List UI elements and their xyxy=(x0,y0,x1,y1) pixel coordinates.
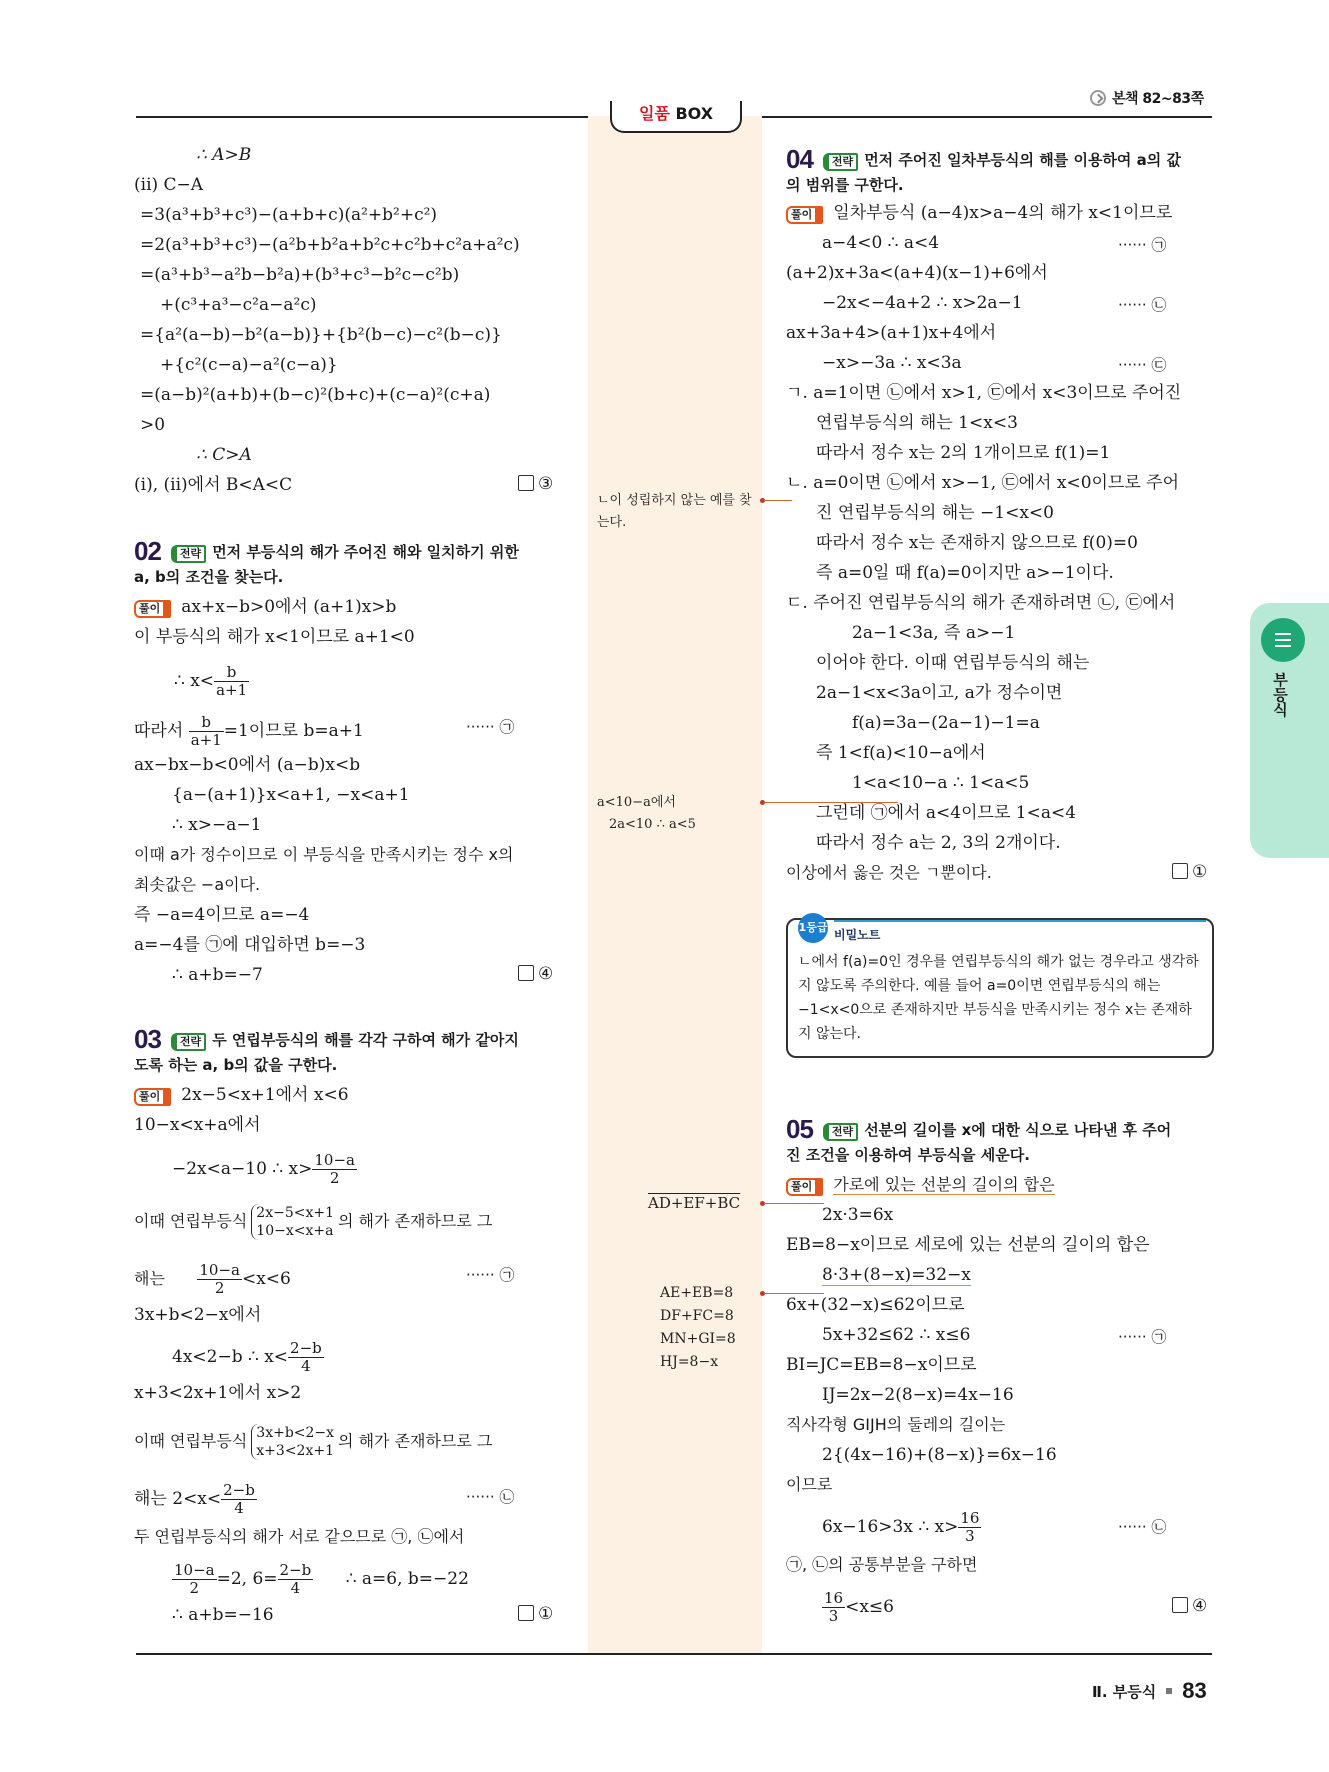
side-note-1: ㄴ이 성립하지 않는 예를 찾는다. xyxy=(597,493,752,530)
solution-badge: 풀이 xyxy=(134,1088,171,1106)
page-number: 83 xyxy=(1182,1678,1207,1703)
solution-badge: 풀이 xyxy=(134,600,171,618)
system-brace: 3x+b<2−x x+3<2x+1 xyxy=(251,1424,334,1460)
question-number: 05 xyxy=(786,1114,813,1144)
fraction: $\frac{b}{a+1}$ xyxy=(216,663,248,699)
answer-mark: ④ xyxy=(1172,1596,1207,1616)
answer-mark: ④ xyxy=(518,964,553,984)
secret-note-title: 비밀노트 xyxy=(834,928,881,942)
strategy-badge: 전략 xyxy=(171,1033,206,1051)
separator-icon xyxy=(1166,1688,1172,1694)
strategy-badge: 전략 xyxy=(823,1123,858,1141)
answer-mark: ① xyxy=(1172,862,1207,882)
answer-icon xyxy=(518,1605,534,1621)
chapter-label: Ⅱ. 부등식 xyxy=(1092,1682,1157,1701)
secret-note-text: ㄴ에서 f(a)=0인 경우를 연립부등식의 해가 없는 경우라고 생각하지 않도록 주의한다. 예를 들어 a=0이면 연립부등식의 해는 −1<x<0으로 존재하지만 부등식을 만족시키는 정수 x는 존재하지 않는다. xyxy=(798,954,1199,1042)
reference-text: 본책 82~83쪽 xyxy=(1112,91,1204,107)
answer-mark: ① xyxy=(518,1604,553,1624)
q04-header: 04 전략 먼저 주어진 일차부등식의 해를 이용하여 a의 값 xyxy=(786,144,1181,174)
strategy-badge: 전략 xyxy=(823,153,858,171)
ilpum-box-column xyxy=(588,116,762,1653)
strategy-badge: 전략 xyxy=(171,545,206,563)
question-number: 03 xyxy=(134,1024,161,1054)
q03-header: 03 전략 두 연립부등식의 해를 각각 구하여 해가 같아지 xyxy=(134,1024,519,1054)
ilpum-box-tab: 일품 BOX xyxy=(610,101,742,133)
bottom-rule xyxy=(136,1653,1212,1655)
side-note-2: a<10−a에서 2a<10 ∴ a<5 xyxy=(597,795,696,832)
answer-icon xyxy=(1172,863,1188,879)
chapter-icon xyxy=(1261,618,1305,662)
solution-badge: 풀이 xyxy=(786,1178,823,1196)
q02-header: 02 전략 먼저 부등식의 해가 주어진 해와 일치하기 위한 xyxy=(134,536,519,566)
q05-header: 05 전략 선분의 길이를 x에 대한 식으로 나타낸 후 주어 xyxy=(786,1114,1172,1144)
page-footer xyxy=(1092,1678,1207,1704)
system-brace: 2x−5<x+1 10−x<x+a xyxy=(251,1204,334,1240)
answer-icon xyxy=(518,475,534,491)
side-tab-label: 부등식 xyxy=(1271,672,1289,717)
side-note-3: AD+EF+BC xyxy=(648,1194,741,1212)
answer-icon xyxy=(518,965,534,981)
question-number: 02 xyxy=(134,536,161,566)
answer-mark: ③ xyxy=(518,474,553,494)
answer-icon xyxy=(1172,1597,1188,1613)
arrow-circle-icon xyxy=(1090,90,1106,106)
question-number: 04 xyxy=(786,144,813,174)
side-note-4: AE+EB=8 DF+FC=8 MN+GI=8 HJ=8−x xyxy=(660,1285,736,1370)
first-grade-badge: 1등급 xyxy=(798,913,828,943)
solution-badge: 풀이 xyxy=(786,206,823,224)
page-reference xyxy=(1090,88,1204,108)
